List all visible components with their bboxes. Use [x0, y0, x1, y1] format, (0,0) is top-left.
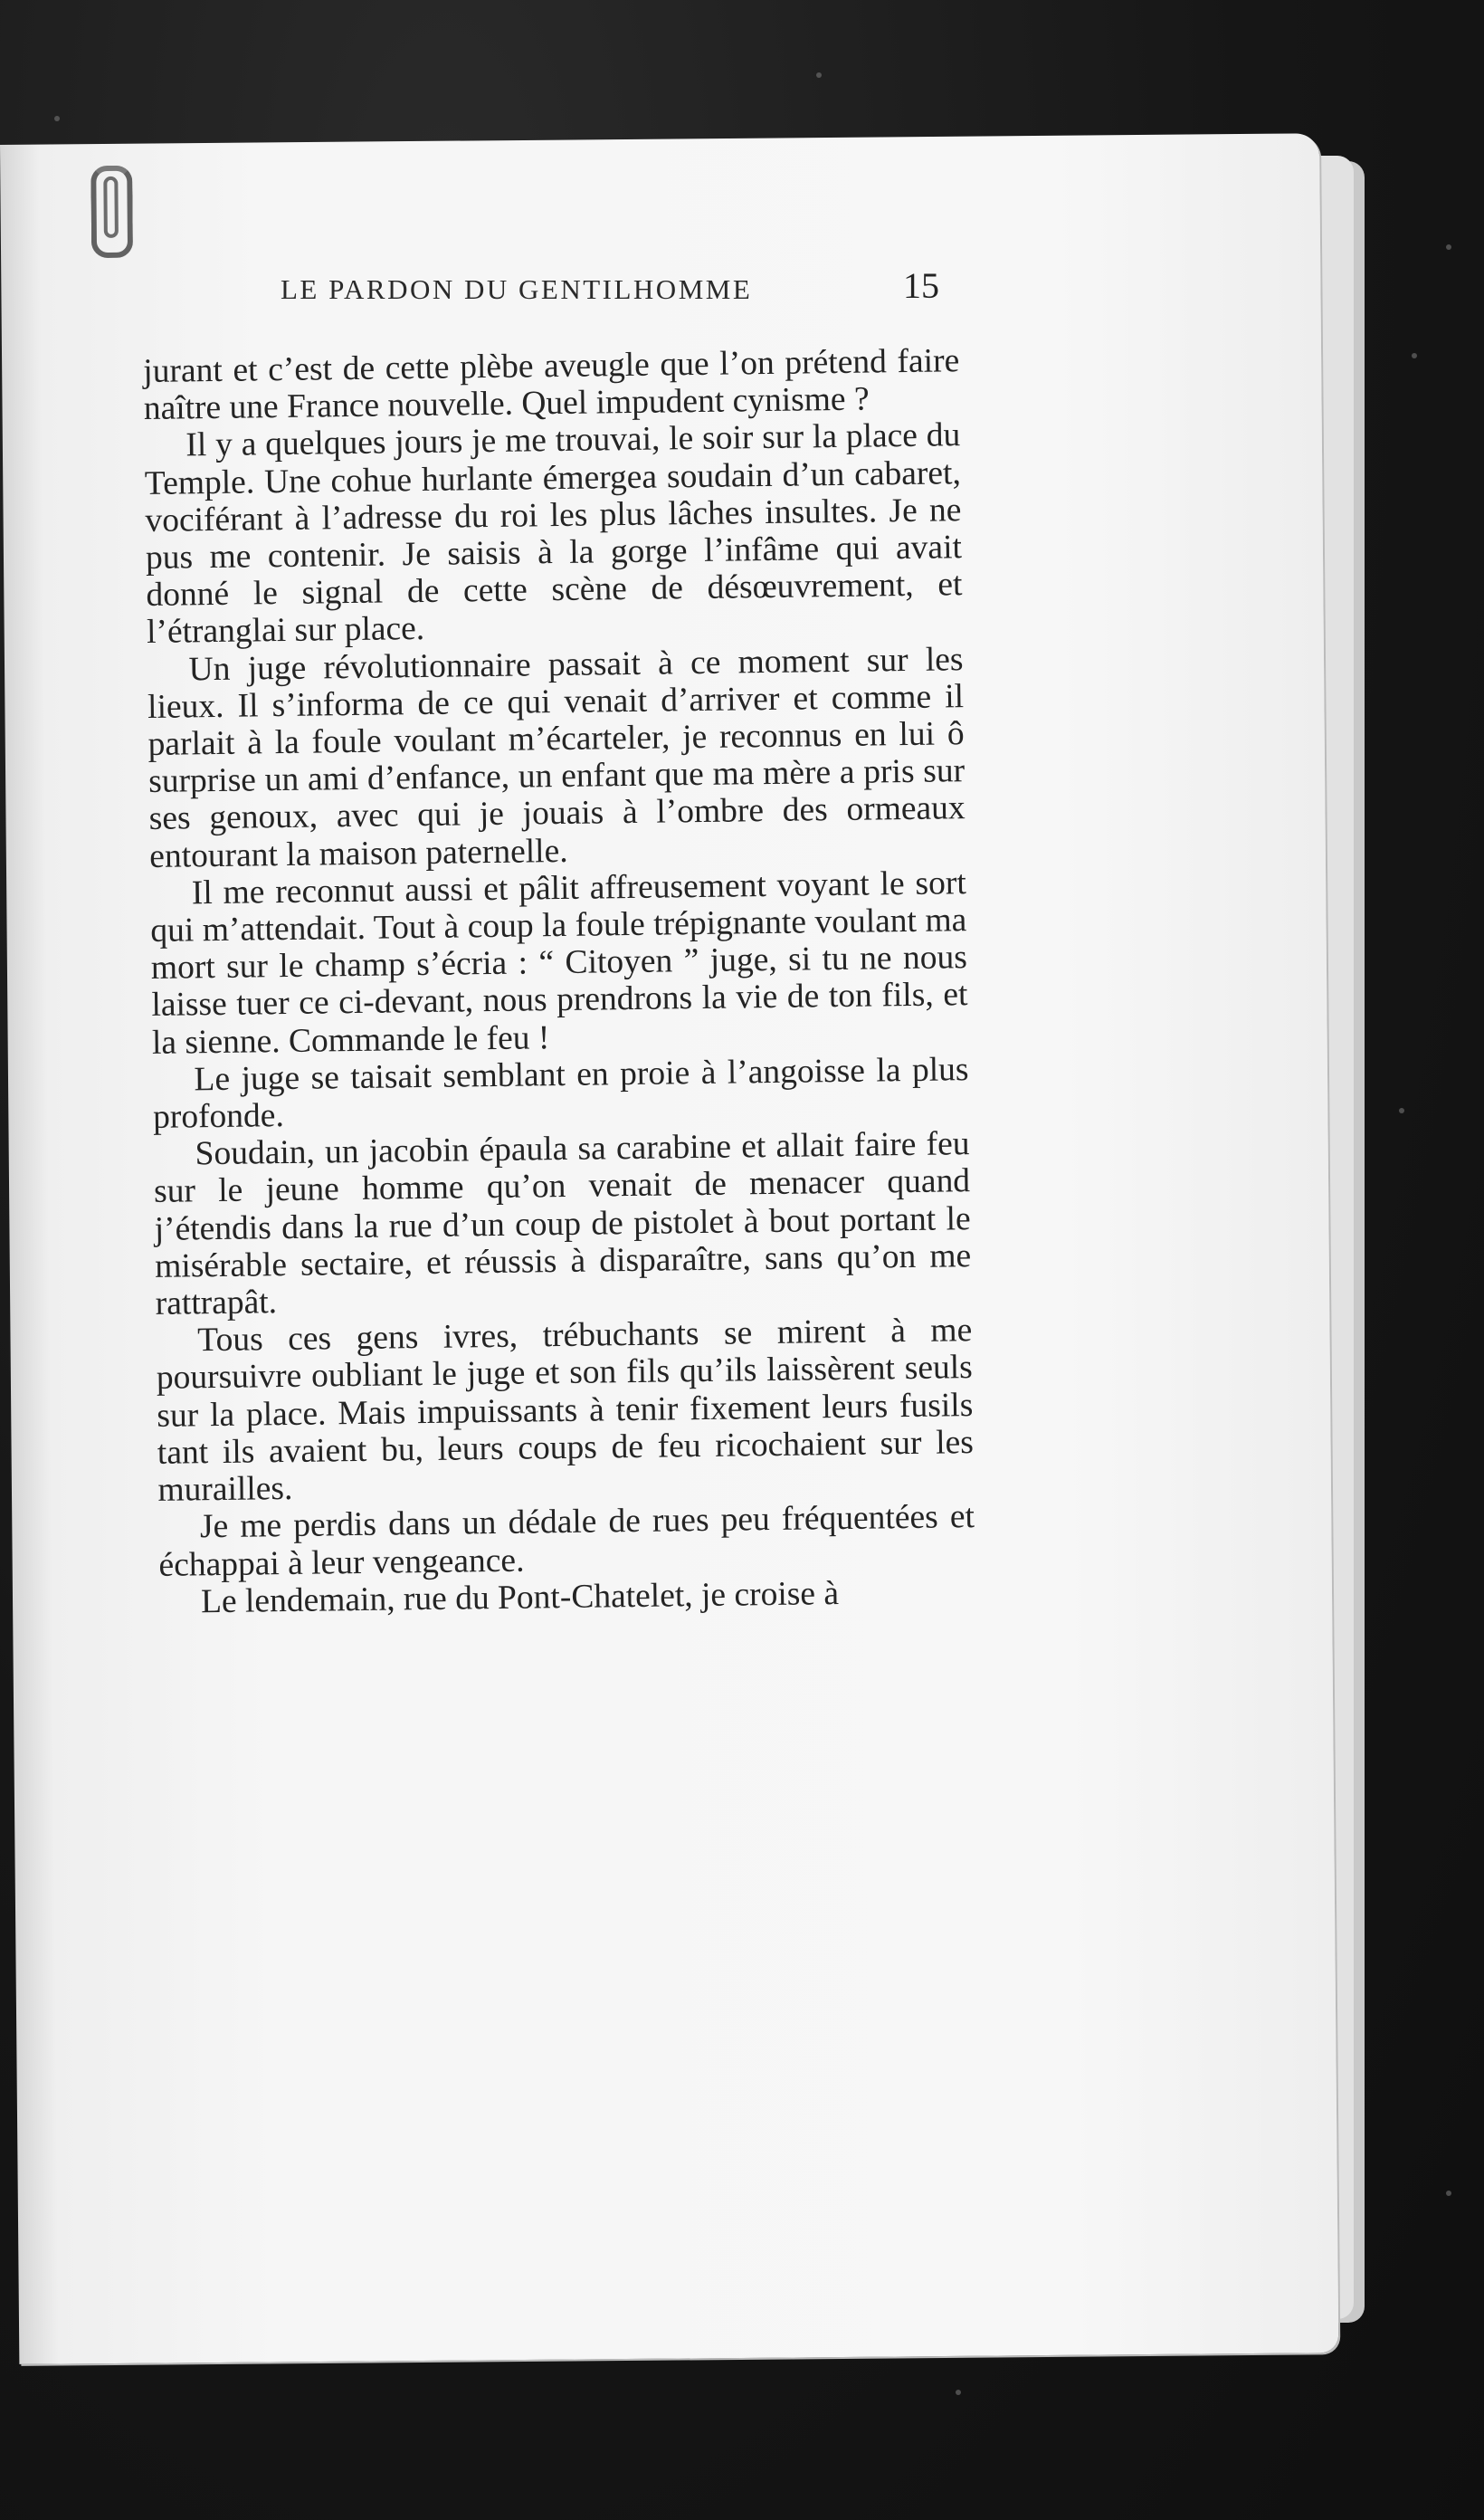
- paper-clip-icon: [90, 166, 133, 258]
- paragraph: Le lendemain, rue du Pont-Chatelet, je croise à: [200, 1574, 840, 1620]
- paragraph: Un juge révolutionnaire passait à ce moment sur les lieux. Il s’informa de ce qui venait d’arriver et comme il parlait à la foule voulant m’écarteler, je reconnus en lui ô surprise un ami d’enfance, un enfant que ma mère a pris sur ses genoux, avec qui je jouais à l’ombre des ormeaux entourant la maison paternelle.: [147, 640, 966, 875]
- dust-speck: [1412, 353, 1417, 358]
- paragraph: Il y a quelques jours je me trouvai, le soir sur la place du Temple. Une cohue hurlante émergea soudain d’un cabaret, vociférant à l’adresse du roi les plus lâches insultes. Je ne pus me contenir. Je saisis à la gorge l’infâme qui avait donné le signal de cette scène de désœuvrement, et l’étranglai sur place.: [144, 416, 963, 652]
- dust-speck: [816, 72, 822, 78]
- paragraph: Il me reconnut aussi et pâlit affreusement voyant le sort qui m’attendait. Tout à coup la foule trépignante voulant ma mort sur le champ s’écria : “ Citoyen ” juge, si tu ne nous laisse tuer ce ci-devant, nous prendrons la vie de ton fils, et la sienne. Commande le feu !: [150, 864, 968, 1062]
- paragraph: Je me perdis dans un dédale de rues peu fréquentées et échappai à leur vengeance.: [158, 1498, 975, 1584]
- dust-speck: [54, 116, 60, 121]
- dust-speck: [1399, 1108, 1404, 1113]
- paragraph: Tous ces gens ivres, trébuchants se mirent à me poursuivre oubliant le juge et son fils qu’ils laissèrent seuls sur la place. Mais impuissants à tenir fixement leurs fusils tant ils avaient bu, leurs coups de feu ricochaient sur les murailles.: [156, 1312, 975, 1509]
- paragraph: Le juge se taisait semblant en proie à l’angoisse la plus profonde.: [152, 1050, 969, 1136]
- body-text: [143, 342, 975, 1621]
- dust-speck: [1446, 2191, 1451, 2196]
- paragraph: Soudain, un jacobin épaula sa carabine et allait faire feu sur le jeune homme qu’on venait de menacer quand j’étendis dans la rue d’un coup de pistolet à bout portant le misérable sectaire, et réussis à disparaître, sans qu’on me rattrapât.: [153, 1125, 972, 1322]
- page-number: 15: [903, 265, 939, 306]
- dust-speck: [956, 2390, 961, 2395]
- dust-speck: [1446, 244, 1451, 250]
- paragraph: jurant et c’est de cette plèbe aveugle que l’on prétend faire naître une France nouvelle. Quel impudent cynisme ?: [143, 342, 960, 428]
- running-head: LE PARDON DU GENTILHOMME: [281, 273, 753, 305]
